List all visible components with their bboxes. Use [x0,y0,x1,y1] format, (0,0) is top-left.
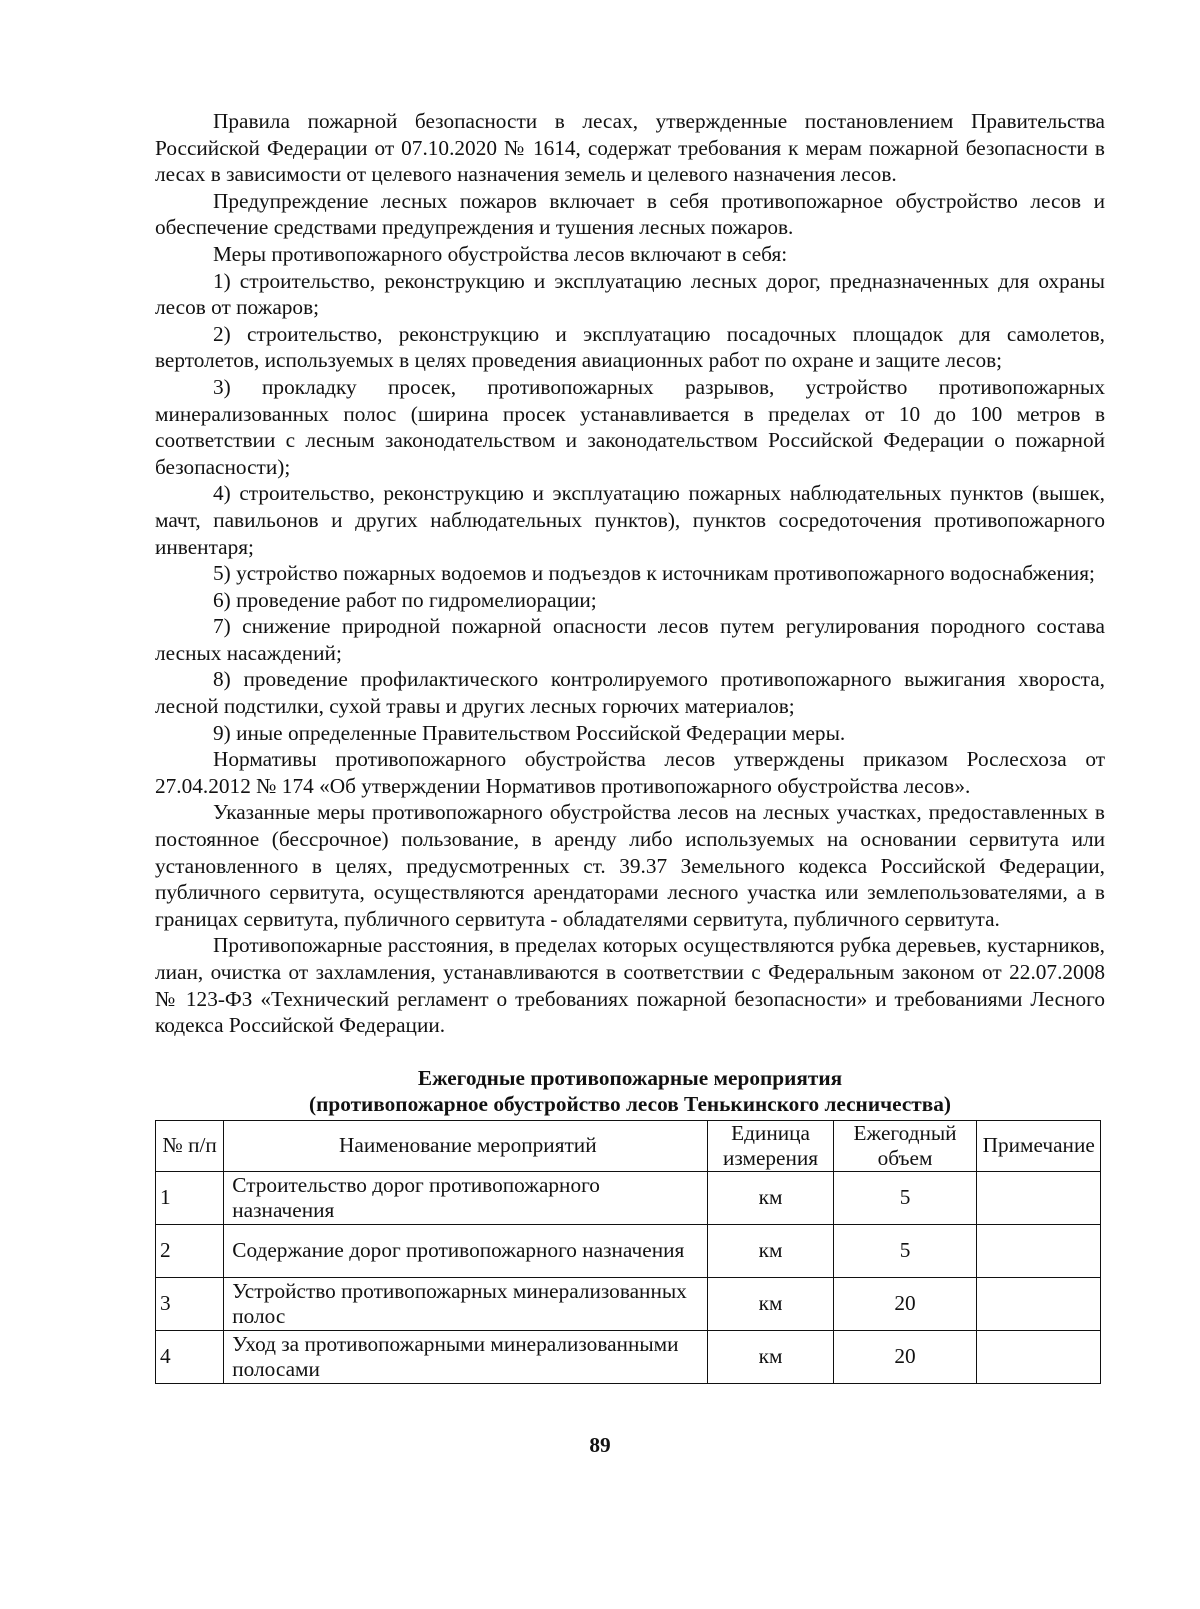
row-name: Содержание дорог противопожарного назначения [224,1224,708,1277]
row-num: 4 [156,1330,224,1383]
table-title [155,1065,1105,1118]
paragraph-responsibility: Указанные меры противопожарного обустройства лесов на лесных участках, предоставленных в постоянное (бессрочное) пользование, в аренду либо используемых на основании сервитута или установленного в целях, предусмотренных ст. 39.37 Земельного кодекса Российской Федерации, публичного сервитута, осуществляются арендаторами лесного участка или землепользователями, а в границах сервитута, публичного сервитута - обладателями сервитута, публичного сервитута. [155,800,1105,931]
list-item-8: 8) проведение профилактического контролируемого противопожарного выжигания хвороста, лесной подстилки, сухой травы и других лесных горючих материалов; [155,667,1105,719]
list-item-1: 1) строительство, реконструкцию и эксплуатацию лесных дорог, предназначенных для охраны лесов от пожаров; [155,268,1105,320]
row-volume: 20 [833,1330,977,1383]
list-item-9: 9) иные определенные Правительством Российской Федерации меры. [213,720,846,745]
list-item-3: 3) прокладку просек, противопожарных разрывов, устройство противопожарных минерализованных полос (ширина просек устанавливается в пределах от 10 до 100 метров в соответствии с лесным законодательством и законодательством Российской Федерации о пожарной безопасности); [155,374,1105,479]
row-note [977,1277,1101,1330]
table-title-line-2: (противопожарное обустройство лесов Тенькинского лесничества) [309,1092,951,1117]
table-row [156,1277,1101,1330]
list-item-7: 7) снижение природной пожарной опасности лесов путем регулирования породного состава лесных насаждений; [155,614,1105,665]
paragraph-distances: Противопожарные расстояния, в пределах которых осуществляются рубка деревьев, кустарников, лиан, очистка от захламления, устанавливаются в соответствии с Федеральным законом от 22.07.2008 № 123-ФЗ «Технический регламент о требованиях пожарной безопасности» и требованиями Лесного кодекса Российской Федерации. [155,933,1105,1038]
header-name: Наименование мероприятий [224,1120,708,1171]
table-row [156,1224,1101,1277]
row-num: 2 [156,1224,224,1277]
list-item-4: 4) строительство, реконструкцию и эксплуатацию пожарных наблюдательных пунктов (вышек, мачт, павильонов и других наблюдательных пунктов), пунктов сосредоточения противопожарного инвентаря; [155,481,1105,559]
row-unit: км [708,1277,833,1330]
header-num: № п/п [156,1120,224,1171]
row-volume: 20 [833,1277,977,1330]
row-num: 1 [156,1171,224,1224]
paragraph-fire-safety-rules: Правила пожарной безопасности в лесах, утвержденные постановлением Правительства Российской Федерации от 07.10.2020 № 1614, содержат требования к мерам пожарной безопасности в лесах в зависимости от целевого назначения земель и целевого назначения лесов. [155,109,1105,187]
list-item-2: 2) строительство, реконструкцию и эксплуатацию посадочных площадок для самолетов, вертолетов, используемых в целях проведения авиационных работ по охране и защите лесов; [155,321,1105,373]
row-note [977,1171,1101,1224]
header-volume: Ежегодный объем [833,1120,977,1171]
page-content [155,108,1105,1384]
row-note [977,1330,1101,1383]
row-name: Строительство дорог противопожарного назначения [224,1171,708,1224]
header-unit: Единица измерения [708,1120,833,1171]
table-row [156,1330,1101,1383]
row-num: 3 [156,1277,224,1330]
table-header-row [156,1120,1101,1171]
row-unit: км [708,1224,833,1277]
row-unit: км [708,1171,833,1224]
row-volume: 5 [833,1224,977,1277]
paragraph-fire-prevention: Предупреждение лесных пожаров включает в себя противопожарное обустройство лесов и обеспечение средствами предупреждения и тушения лесных пожаров. [155,188,1105,240]
row-note [977,1224,1101,1277]
row-unit: км [708,1330,833,1383]
row-volume: 5 [833,1171,977,1224]
paragraph-norms: Нормативы противопожарного обустройства лесов утверждены приказом Рослесхоза от 27.04.2012 № 174 «Об утверждении Нормативов противопожарного обустройства лесов». [155,747,1105,798]
fire-measures-table [155,1120,1101,1384]
paragraph-measures-intro: Меры противопожарного обустройства лесов включают в себя: [213,241,788,266]
table-title-line-1: Ежегодные противопожарные мероприятия [417,1065,843,1090]
row-name: Устройство противопожарных минерализованных полос [224,1277,708,1330]
header-note: Примечание [977,1120,1101,1171]
list-item-5: 5) устройство пожарных водоемов и подъездов к источникам противопожарного водоснабжения; [213,561,1095,586]
table-row [156,1171,1101,1224]
page-number: 89 [589,1433,611,1457]
list-item-6: 6) проведение работ по гидромелиорации; [213,587,597,612]
row-name: Уход за противопожарными минерализованными полосами [224,1330,708,1383]
